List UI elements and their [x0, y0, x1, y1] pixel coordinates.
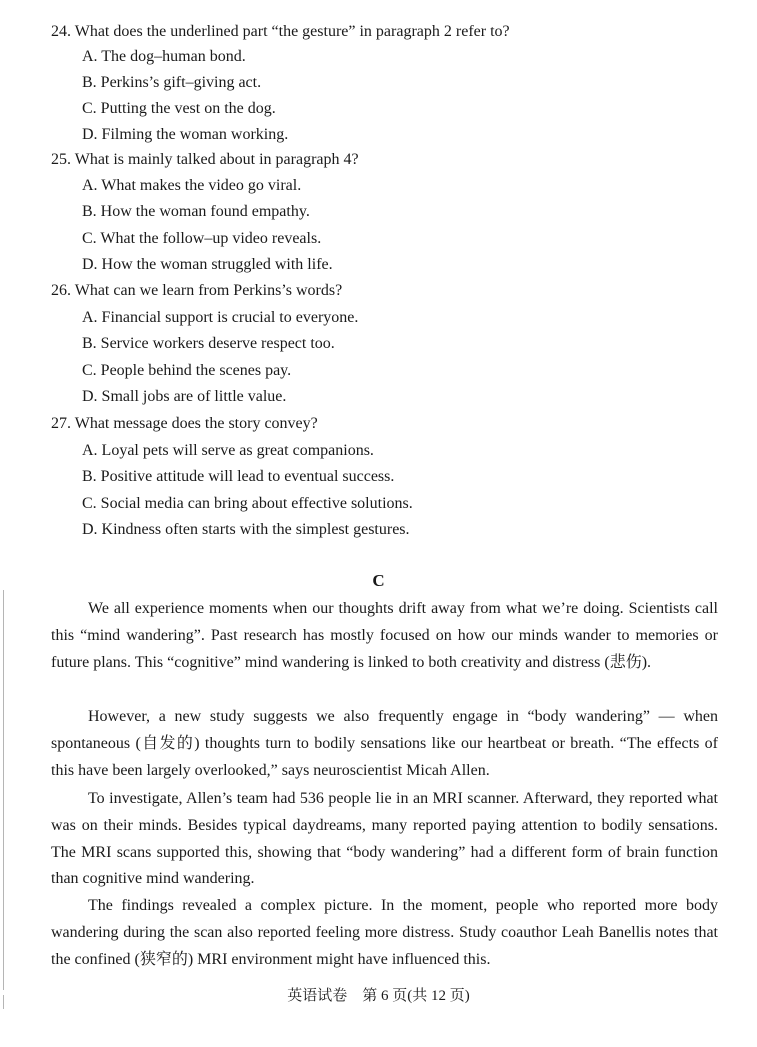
- question-27-option-b: B. Positive attitude will lead to eventual success.: [82, 468, 395, 485]
- question-24-stem: 24. What does the underlined part “the gesture” in paragraph 2 refer to?: [51, 23, 510, 40]
- question-24-option-d: D. Filming the woman working.: [82, 126, 289, 143]
- passage-paragraph-3: To investigate, Allen’s team had 536 people lie in an MRI scanner. Afterward, they reported what was on their minds. Besides typical daydreams, many reported paying attention to bodily sensations. The MRI scans supported this, showing that “body wandering” had a different form of brain function than cognitive mind wandering.: [51, 790, 718, 888]
- passage-paragraph-1: We all experience moments when our thoughts drift away from what we’re doing. Scientists call this “mind wandering”. Past research has mostly focused on how our minds wander to memories or future plans. This “cognitive” mind wandering is linked to both creativity and distress (悲伤).: [51, 600, 718, 671]
- question-27-option-d: D. Kindness often starts with the simplest gestures.: [82, 521, 410, 538]
- question-27-stem: 27. What message does the story convey?: [51, 415, 318, 432]
- question-24-option-b: B. Perkins’s gift–giving act.: [82, 74, 262, 91]
- question-24-option-a: A. The dog–human bond.: [82, 48, 246, 65]
- scan-edge-line: [3, 590, 4, 990]
- question-25-option-c: C. What the follow–up video reveals.: [82, 230, 322, 247]
- question-27-option-c: C. Social media can bring about effective solutions.: [82, 495, 413, 512]
- section-title: C: [372, 571, 385, 590]
- question-25-option-a: A. What makes the video go viral.: [82, 177, 302, 194]
- question-26-option-b: B. Service workers deserve respect too.: [82, 335, 335, 352]
- question-27-option-a: A. Loyal pets will serve as great companions.: [82, 442, 374, 459]
- question-25-option-b: B. How the woman found empathy.: [82, 203, 310, 220]
- question-26-option-a: A. Financial support is crucial to everyone.: [82, 309, 359, 326]
- passage-paragraph-4: The findings revealed a complex picture. In the moment, people who reported more body wandering during the scan also reported feeling more distress. Study coauthor Leah Banellis notes that the confined (狭窄的) MRI environment might have influenced this.: [51, 897, 718, 968]
- passage-paragraph-2: However, a new study suggests we also frequently engage in “body wandering” — when spontaneous (自发的) thoughts turn to bodily sensations like our heartbeat or breath. “The effects of this have been largely overlooked,” says neuroscientist Micah Allen.: [51, 708, 718, 779]
- question-25-option-d: D. How the woman struggled with life.: [82, 256, 333, 273]
- question-26-stem: 26. What can we learn from Perkins’s words?: [51, 282, 343, 299]
- question-24-option-c: C. Putting the vest on the dog.: [82, 100, 276, 117]
- question-26-option-d: D. Small jobs are of little value.: [82, 388, 287, 405]
- question-26-option-c: C. People behind the scenes pay.: [82, 362, 292, 379]
- scan-edge-mark: [3, 995, 4, 1009]
- question-25-stem: 25. What is mainly talked about in paragraph 4?: [51, 151, 359, 168]
- page-footer: 英语试卷 第 6 页(共 12 页): [287, 988, 470, 1004]
